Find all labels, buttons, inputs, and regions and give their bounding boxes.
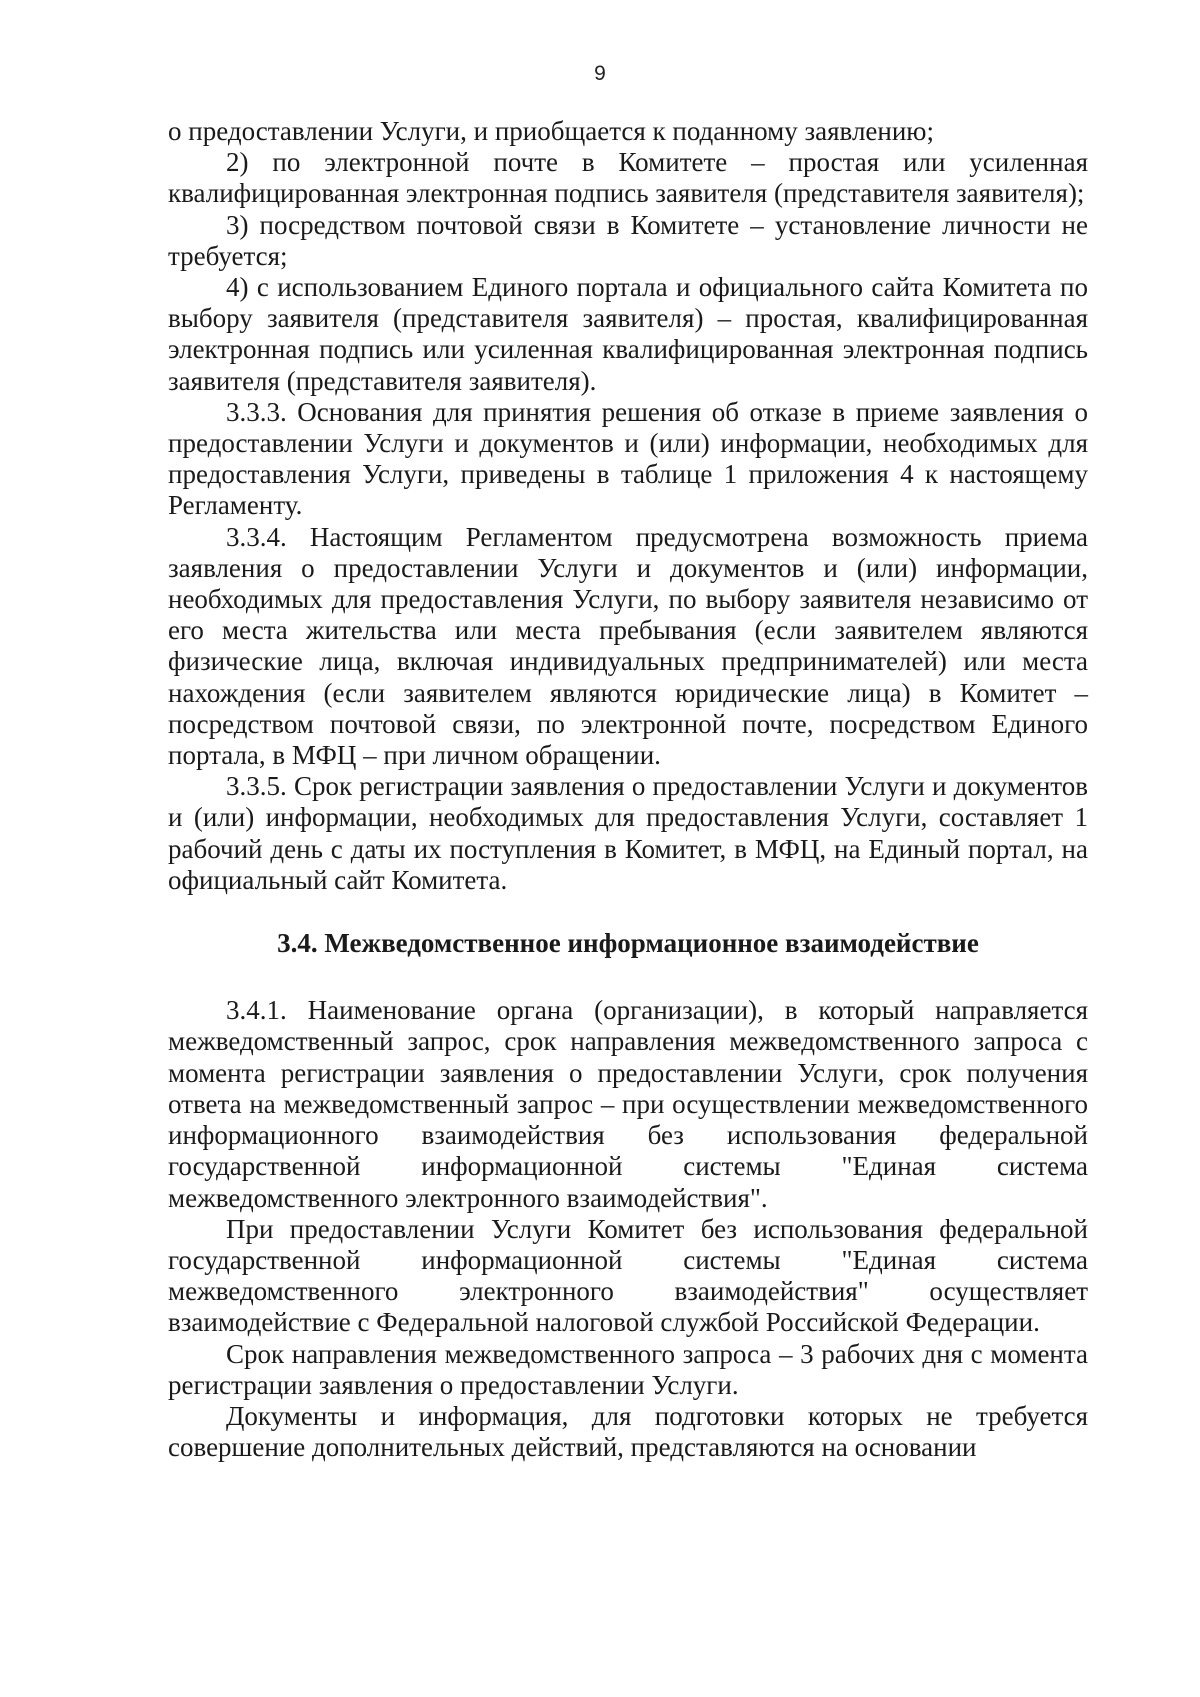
document-body xyxy=(168,116,1088,1463)
list-item-postal: 3) посредством почтовой связи в Комитете – установление личности не требуется; xyxy=(168,209,1088,271)
clause-3-3-5: 3.3.5. Срок регистрации заявления о предоставлении Услуги и документов и (или) информации, необходимых для предоставления Услуги, составляет 1 рабочий день с даты их поступления в Комитет, в МФЦ, на Единый портал, на официальный сайт Комитета. xyxy=(168,771,1088,895)
paragraph-request-deadline: Срок направления межведомственного запроса – 3 рабочих дня с момента регистрации заявления о предоставлении Услуги. xyxy=(168,1338,1088,1400)
list-item-email: 2) по электронной почте в Комитете – простая или усиленная квалифицированная электронная подпись заявителя (представителя заявителя); xyxy=(168,147,1088,209)
section-heading: 3.4. Межведомственное информационное взаимодействие xyxy=(277,928,979,959)
page-number: 9 xyxy=(594,62,606,85)
paragraph-fns-interaction: При предоставлении Услуги Комитет без использования федеральной государственной информационной системы "Единая система межведомственного электронного взаимодействия" осуществляет взаимодействие с Федеральной налоговой службой Российской Федерации. xyxy=(168,1213,1088,1338)
clause-3-3-4: 3.3.4. Настоящим Регламентом предусмотрена возможность приема заявления о предоставлении Услуги и документов и (или) информации, необходимых для предоставления Услуги, по выбору заявителя независимо от его места жительства или места пребывания (если заявителем являются физические лица, включая индивидуальных предпринимателей) или места нахождения (если заявителем являются юридические лица) в Комитет – посредством почтовой связи, по электронной почте, посредством Единого портала, в МФЦ – при личном обращении. xyxy=(168,521,1088,771)
clause-3-3-3: 3.3.3. Основания для принятия решения об отказе в приеме заявления о предоставлении Услуги и документов и (или) информации, необходимых для предоставления Услуги, приведены в таблице 1 приложения 4 к настоящему Регламенту. xyxy=(168,396,1088,521)
list-item-portal: 4) с использованием Единого портала и официального сайта Комитета по выбору заявителя (представителя заявителя) – простая, квалифицированная электронная подпись или усиленная квалифицированная электронная подпись заявителя (представителя заявителя). xyxy=(168,272,1088,396)
paragraph-continuation: о предоставлении Услуги, и приобщается к поданному заявлению; xyxy=(168,116,934,146)
clause-3-4-1: 3.4.1. Наименование органа (организации), в который направляется межведомственный запрос, срок направления межведомственного запроса с момента регистрации заявления о предоставлении Услуги, срок получения ответа на межведомственный запрос – при осуществлении межведомственного информационного взаимодействия без использования федеральной государственной информационной системы "Единая система межведомственного электронного взаимодействия". xyxy=(168,995,1088,1213)
paragraph-documents-basis: Документы и информация, для подготовки которых не требуется совершение дополнительных действий, представляются на основании xyxy=(168,1400,1088,1463)
